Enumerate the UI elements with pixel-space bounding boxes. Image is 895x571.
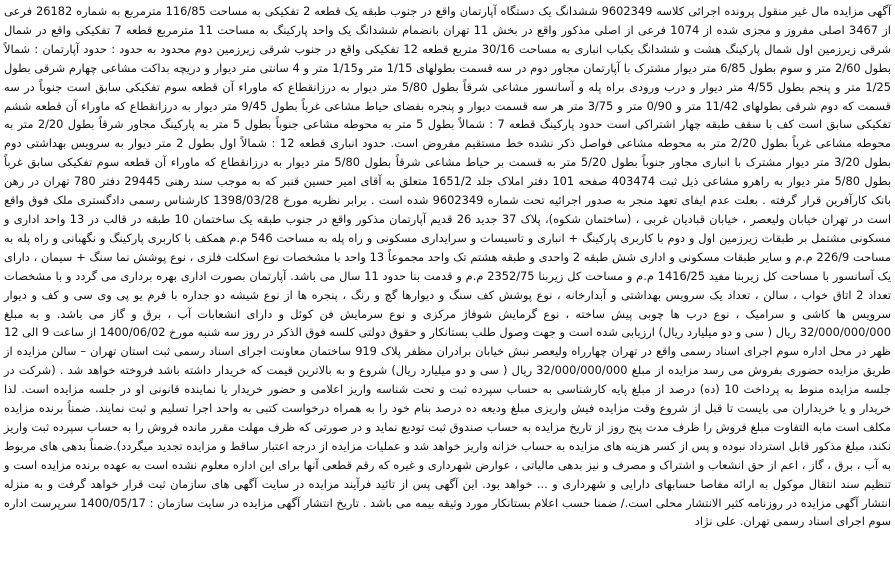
auction-notice-text: آگهی مزایده مال غیر منقول پرونده اجرائی کلاسه 9602349 ششدانگ یک دستگاه آپارتمان واقع در جنوب طبقه یک قطعه 2 تفکیکی به مساحت 116/85 مترمربع به شماره 26182 فرعی از 3467 اصلی مفروز و مجزی شده از 1074 فرعی از اصلی مذکور واقع در بخش 11 تهران بانضمام ششدانگ یک واحد پارکینگ به مساحت 11 مترمربع قطعه 7 تفکیکی واقع در شمال شرقی زیرزمین اول شمال پارکینگ هشت و ششدانگ یکباب انباری به مساحت 30/16 متربع قطعه 12 تفکیکی واقع در جنوب شرقی زیرزمین دوم محدود به حدود : حدود آپارتمان : شمالاً بطول 2/60 متر و سوم بطول 6/85 متر دیوار مشترک با آپارتمان مجاور دوم در سه قسمت بطولهای 1/15 متر و1/15 متر و 4 سانتی متر دیوار و دریچه بداکت مشاعی چهارم شرقی بطول 1/25 متر و پنجم بطول 4/55 متر دیوار و درب ورودی براه پله و آسانسور مشاعی شرقاً بطول 5/80 متر دیوار به درزانقطاع که ماوراء آن قطعه سوم تفکیکی سابق است جنوباً در سه قسمت که دوم شرقی بطولهای 11/42 متر و 0/90 متر و 3/75 متر هر سه قسمت دیوار و پنجره بفضای حیاط مشاعی غرباً بطول 9/45 متر دیوار به درزانقطاع که ماوراء آن قطعه ششم تفکیکی سابق است کف با سقف طبقه چهار اشتراکی است حدود پارکینگ قطعه 7 : شمالاً بطول 5 متر به محوطه مشاعی جنوباً بطول 5 متر به پارکینگ مجاور شرقاً بطول 2/20 متر به محوطه مشاعی غرباً بطول 2/20 متر به محوطه مشاعی فواصل ذکر نشده خط مستقیم مفروض است. حدود انباری قطعه 12 : شمالاً اول بطول 2 متر دیوار به سرویس بهداشتی دوم بطول 3/20 متر دیوار مشترک با انباری مجاور جنوباً بطول 5/20 متر به قسمت بر حیاط مشاعی شرقاً بطول 5/80 متر دیوار به درزانقطاع که ماوراء آن قطعه سوم تفکیکی سابق غرباً بطول 5/80 متر دیوار به راهرو مشاعی ذیل ثبت 403474 صفحه 101 دفتر املاک جلد 1651/2 متعلق به آقای امیر حسین قنبر که به موجب سند رهنی 29445 دفتر 780 تهران در رهن بانک کارآفرین قرار گرفته . بعلت عدم ایفای تعهد منجر به صدور اجرائیه تحت شماره 9602349 شده است . برابر نظریه مورخ 1398/03/28 کارشناس رسمی دادگستری ملک فوق واقع است در تهران خیابان ولیعصر ، خیابان قبادیان غربی ، (ساختمان شکوه)، پلاک 37 جدید 26 قدیم آپارتمان مذکور واقع در جنوب طبقه یک ساختمان 10 طبقه در قالب در 13 واحد اداری و مسکونی مشتمل بر طبقات زیرزمین اول و دوم با کاربری پارکینگ + انباری و تاسیسات و سرایداری مسکونی و راه پله به مساحت 546 م.م همکف با کاربری پارکینگ و نگهبانی و راه پله به مساحت 226/9 م.م و سایر طبقات مسکونی و اداری شش طبقه 2 واحدی و طبقه هشتم تک واحد مجموعاً 13 واحد با مشخصات نوع اسکلت فلزی ، نوع پوشش نما سنگ + سیمان ، دارای یک آسانسور با مساحت کل زیربنا مفید 1416/25 م.م و مساحت کل زیربنا 2352/75 م.م و قدمت بنا حدود 11 سال می باشد. آپارتمان بصورت اداری بهره برداری می گردد و با مشخصات تعداد 2 اتاق خواب ، سالن ، تعداد یک سرویس بهداشتی و آبدارخانه ، نوع پوشش کف سنگ و دیوارها گچ و رنگ ، پنجره ها از نوع شیشه دو جداره با فرم یو پی وی سی و کف و دیوار سرویس ها کاشی و سرامیک ، نوع درب ها چوبی پیش ساخته ، نوع گرمایش شوفاژ مرکزی و نوع سرمایش فن کوئل و دارای انشعابات آب ، برق و گاز می باشد. و به مبلغ 32/000/000/000 ریال ( سی و دو میلیارد ریال) ارزیابی شده است و جهت وصول طلب بستانکار و حقوق دولتی کلسه فوق الذکر در روز سه شنبه مورخ 1400/06/02 از ساعت 9 الی 12 ظهر در محل اداره سوم اجرای اسناد رسمی واقع در تهران چهارراه ولیعصر نبش خیابان برادران مظفر پلاک 919 ساختمان معاونت اجرای اسناد رسمی ثبت استان تهران – سالن مزایده از طریق مزایده حضوری بفروش می رسد مزایده از مبلغ 32/000/000/000 ریال ( سی و دو میلیارد ریال) شروع و به بالاترین قیمت که خریدار داشته باشد فروخته خواهد شد . (شرکت در جلسه مزایده منوط به پرداخت 10 (ده) درصد از مبلغ پایه کارشناسی به حساب سپرده ثبت و تحت شناسه واریز اعلامی و حضور خریدار یا نماینده قانونی او در جلسه مزایده است. لذا خریدار و یا خریداران می بایست تا قبل از شروع وقت مزایده فیش واریزی مبلغ ودیعه ده درصد بنام خود را به همراه درخواست کتبی به واحد اجرا تسلیم و ثبت نمایند. ضمناً برنده مزایده مکلف است مابه التفاوت مبلغ فروش را ظرف مدت پنج روز از تاریخ مزایده به حساب صندوق ثبت تودیع نماید و در صورتی که ظرف مهلت مقرر مانده فروش را به حساب سپرده ثبت واریز نکند، مبلغ مذکور قابل استرداد نبوده و پس از کسر هزینه های مزایده به حساب خزانه واریز خواهد شد و عملیات مزایده از درجه اعتبار ساقط و مزایده تجدید میگردد).ضمناً بدهی های مربوط به آب ، برق ، گاز ، اعم از حق انشعاب و اشتراک و مصرف و نیز بدهی مالیاتی ، عوارض شهرداری و غیره که رقم قطعی آنها برای این اداره معلوم نشده است به عهده برنده مزایده است و تنظیم سند انتقال موکول به ارائه مفاصا حسابهای دارایی و شهرداری و ... خواهد بود. این آگهی پس از تائید فرآیند مزایده در سایت آگهی های سازمان ثبت قرار خواهد گرفت و به منزله انتشار آگهی مزایده در روزنامه کثیر الانتشار محلی است./ ضمنا حسب اعلام بستانکار مورد وثیقه بیمه می باشد . تاریخ انتشار آگهی مزایده در سایت سازمان : 1400/05/17 سرپرست اداره سوم اجرای اسناد رسمی تهران. علی نژاد	[4, 4, 892, 529]
